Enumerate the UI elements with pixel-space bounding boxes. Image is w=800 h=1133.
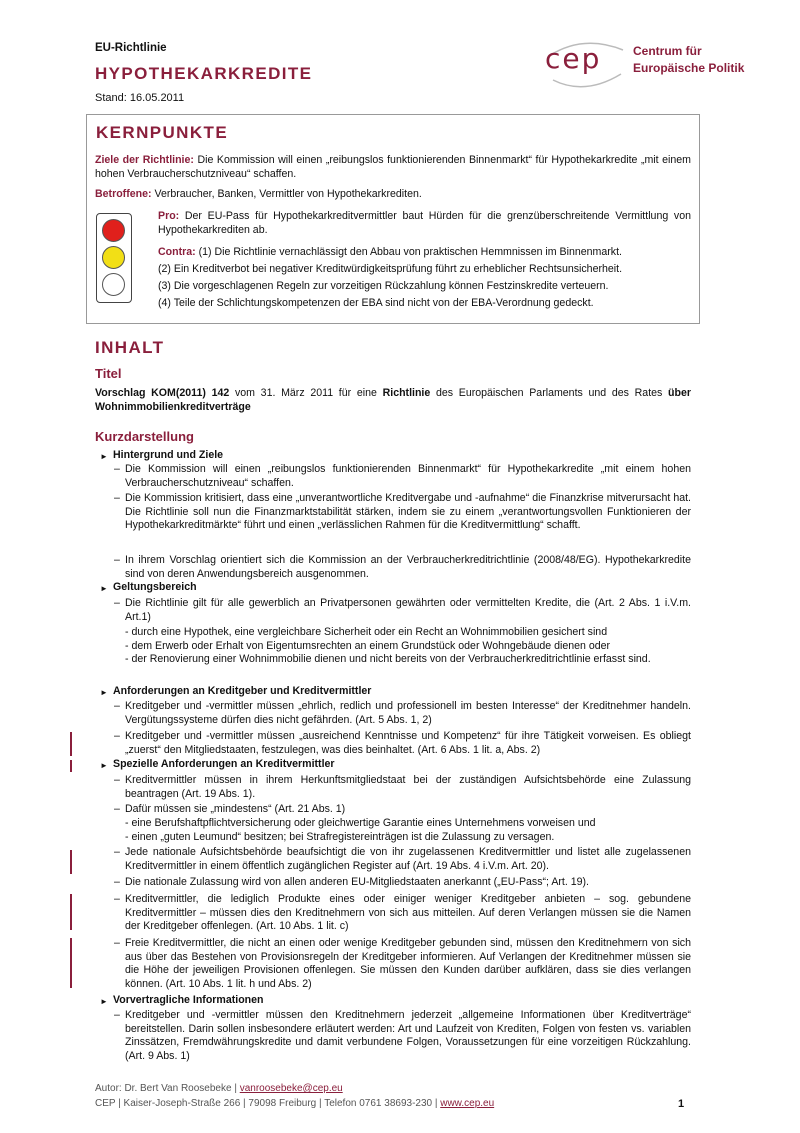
section-geltungsbereich-title: ► Geltungsbereich [113, 581, 691, 595]
section-hintergrund-item: – Die Kommission will einen „reibungslos funktionierenden Binnenmarkt“ für Hypothekarkredite „mit einem hohen Verbraucherschutzniveau“ schaffen. [125, 463, 691, 490]
section-kreditvermittler-title: ► Spezielle Anforderungen an Kreditvermittler [113, 758, 691, 772]
section-kreditvermittler-item: – Jede nationale Aufsichtsbehörde beaufsichtigt die von ihr zugelassenen Kreditvermittler und listet alle zugelassenen Kreditvermittler in einem öffentlich zugänglichen Register auf (Art. 19 Abs. 4 i.V.m. Art. 20). [125, 846, 691, 873]
pro-paragraph: Pro: Der EU-Pass für Hypothekarkreditvermittler baut Hürden für die grenzüberschreitende Vermittlung von Hypothekarkrediten ab. [158, 210, 691, 236]
section-vorvertraglich-title: ► Vorvertragliche Informationen [113, 994, 691, 1008]
betroffene-paragraph: Betroffene: Verbraucher, Banken, Vermittler von Hypothekarkrediten. [95, 188, 422, 200]
section-geltungsbereich-sublist: - durch eine Hypothek, eine vergleichbare Sicherheit oder ein Recht an Wohnimmobilien gesichert sind - dem Erwerb oder Erhalt von Eigentumsrechten an einem Grundstück oder Wohngebäude dienen oder - der Renovierung einer Wohnimmobilie dienen und nicht bereits von der Verbraucherkreditrichtlinie erfasst sind. [125, 626, 651, 666]
contra-list: Contra: (1) Die Richtlinie vernachlässigt den Abbau von praktischen Hemmnissen im Binnenmarkt. (2) Ein Kreditverbot bei negativer Kreditwürdigkeitsprüfung führt zu erheblicher Rechtsunsicherheit. (3) Die vorgeschlagenen Regeln zur vorzeitigen Rückzahlung können Festzinskredite verteuern. (4) Teile der Schlichtungskompetenzen der EBA sind nicht von der EBA-Verordnung gedeckt. [158, 246, 623, 309]
section-hintergrund-item: – In ihrem Vorschlag orientiert sich die Kommission an der Verbraucherkreditrichtlinie (2008/48/EG). Hypothekarkredite sind von deren Anwendungsbereich ausgenommen. [125, 554, 691, 581]
titel-heading: Titel [95, 366, 122, 381]
author-email-link[interactable]: vanroosebeke@cep.eu [239, 1083, 343, 1094]
section-kreditvermittler-item: – Die nationale Zulassung wird von allen anderen EU-Mitgliedstaaten anerkannt („EU-Pass“; Art. 19). [125, 876, 691, 890]
section-kreditvermittler-item: – Kreditvermittler müssen in ihrem Herkunftsmitgliedstaat bei der zuständigen Aufsichtsbehörde eine Zulassung beantragen (Art. 19 Abs. 1). [125, 774, 691, 801]
footer-author: Autor: Dr. Bert Van Roosebeke | vanroosebeke@cep.eu [95, 1083, 343, 1094]
section-geltungsbereich-item: – Die Richtlinie gilt für alle gewerblich an Privatpersonen gewährten oder vermittelten Kredite, die (Art. 2 Abs. 1 i.V.m. Art.1) [125, 597, 691, 624]
section-kreditvermittler-item: – Kreditvermittler, die lediglich Produkte eines oder einiger weniger Kreditgeber anbieten – sog. gebundene Kreditvermittler – müssen dies den Kreditnehmern von sich aus mitteilen. Auf deren Verlangen müssen sie die Namen der Kreditgeber offenlegen. (Art. 10 Abs. 1 lit. c) [125, 893, 691, 934]
change-bar [70, 938, 72, 988]
footer-address: CEP | Kaiser-Joseph-Straße 266 | 79098 Freiburg | Telefon 0761 38693-230 | www.cep.eu [95, 1098, 495, 1109]
organization-name: Centrum für Europäische Politik [633, 44, 745, 75]
section-hintergrund-title: ► Hintergrund und Ziele [113, 449, 691, 463]
ziele-paragraph: Ziele der Richtlinie: Die Kommission will einen „reibungslos funktionierenden Binnenmarkt“ für Hypothekarkredite „mit einem hohen Verbraucherschutzniveau“ schaffen. [95, 154, 691, 180]
red-light-icon [102, 219, 125, 242]
section-anforderungen-item: – Kreditgeber und -vermittler müssen „ehrlich, redlich und professionell im besten Interesse“ der Kreditnehmer handeln. Vergütungssysteme dürfen dies nicht gefährden. (Art. 5 Abs. 1, 2) [125, 700, 691, 727]
page-number: 1 [678, 1098, 685, 1110]
section-anforderungen-item: – Kreditgeber und -vermittler müssen „ausreichend Kenntnisse und Kompetenz“ für ihre Tätigkeit vorweisen. Es obliegt „zuerst“ den Mitgliedstaaten, festzulegen, was dies beinhaltet. (Art. 6 Abs. 1 lit. a, Abs. 2) [125, 730, 691, 757]
traffic-light-icon [96, 213, 132, 303]
section-anforderungen-title: ► Anforderungen an Kreditgeber und Kreditvermittler [113, 685, 691, 699]
change-bar [70, 850, 72, 874]
section-hintergrund-item: – Die Kommission kritisiert, dass eine „unverantwortliche Kreditvergabe und -aufnahme“ die Finanzkrise mitverursacht hat. Die Richtlinie soll nun die Finanzmarktstabilität stärken, indem sie zu einem „verantwortungsvollen Funktionieren der Hypothekarkreditmärkte“ führt und einen „verlässlichen Rahmen für die Kreditvermittlung“ schafft. [125, 492, 691, 533]
change-bar [70, 894, 72, 930]
kernpunkte-title: KERNPUNKTE [96, 123, 229, 142]
section-kreditvermittler-item: – Freie Kreditvermittler, die nicht an einen oder wenige Kreditgeber gebunden sind, müssen den Kreditnehmern von sich aus über das Bestehen von Provisionsregeln der Kreditgeber informieren. Auf Verlangen der Kreditnehmer müssen sie die Höhe der jeweiligen Provisionen offenlegen. Sie müssen den Kunden darüber aufklären, dass sie dies verlangen können. (Art. 10 Abs. 1 lit. h und Abs. 2) [125, 937, 691, 991]
change-bar [70, 732, 72, 756]
section-kreditvermittler-item: – Dafür müssen sie „mindestens“ (Art. 21 Abs. 1) [125, 803, 691, 817]
document-type: EU-Richtlinie [95, 42, 167, 54]
yellow-light-icon [102, 246, 125, 269]
website-link[interactable]: www.cep.eu [440, 1098, 495, 1109]
section-kreditvermittler-sublist: - eine Berufshaftpflichtversicherung oder gleichwertige Garantie eines Unternehmens vorweisen und - einen „guten Leumund“ besitzen; bei Strafregistereinträgen ist die Zulassung zu versagen. [125, 817, 596, 843]
change-bar [70, 760, 72, 772]
logo-text: cep [545, 42, 602, 75]
cep-logo [545, 34, 775, 94]
inhalt-heading: INHALT [95, 338, 165, 357]
page-title: HYPOTHEKARKREDITE [95, 64, 313, 83]
document-date: Stand: 16.05.2011 [95, 92, 185, 104]
section-vorvertraglich-item: – Kreditgeber und -vermittler müssen den Kreditnehmern jederzeit „allgemeine Informationen über Kreditverträge“ bereitstellen. Darin sollen insbesondere erläutert werden: Art und Laufzeit von Krediten, Folgen von festen vs. variablen Zinssätzen, Fremdwährungskredite und damit verbundene Folgen, Voraussetzungen für eine vorzeitigen Rückzahlung. (Art. 9 Abs. 1) [125, 1009, 691, 1063]
titel-paragraph: Vorschlag KOM(2011) 142 vom 31. März 2011 für eine Richtlinie des Europäischen Parlaments und des Rates über Wohnimmobilienkreditverträge [95, 387, 691, 413]
kurzdarstellung-heading: Kurzdarstellung [95, 429, 194, 444]
white-light-icon [102, 273, 125, 296]
